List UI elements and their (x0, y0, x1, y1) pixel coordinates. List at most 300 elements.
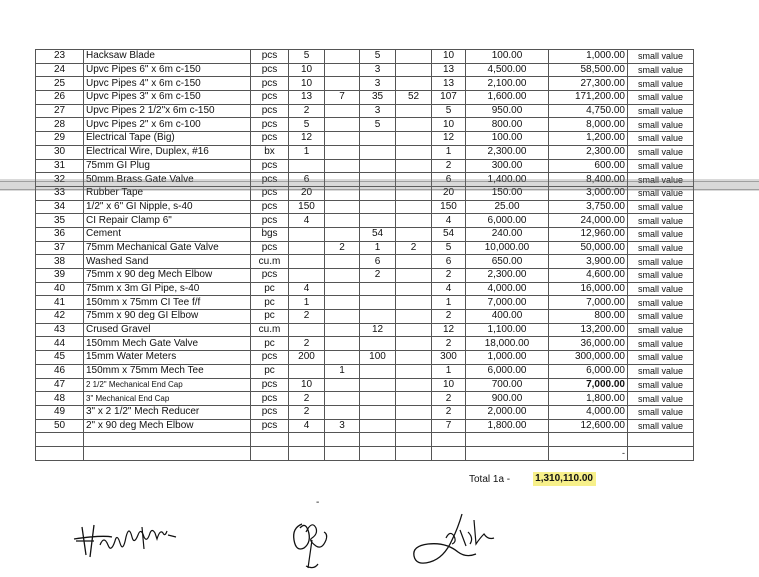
cell-remark: small value (628, 337, 694, 351)
cell-remark: small value (628, 91, 694, 105)
cell-unit: pcs (251, 50, 289, 64)
cell-unit-price: 2,300.00 (466, 269, 549, 283)
cell-qty-c (360, 392, 396, 406)
cell-amount: 7,000.00 (549, 296, 628, 310)
cell-unit-price: 6,000.00 (466, 214, 549, 228)
cell-qty-a: 200 (289, 351, 325, 365)
cell-total-qty: 20 (432, 186, 466, 200)
cell-qty-d (396, 227, 432, 241)
cell-qty-a: 2 (289, 337, 325, 351)
cell-qty-a: 1 (289, 145, 325, 159)
cell-remark: small value (628, 310, 694, 324)
cell-qty-a: 20 (289, 186, 325, 200)
cell-qty-c: 5 (360, 50, 396, 64)
cell-total-qty: 1 (432, 296, 466, 310)
cell-qty-b (325, 351, 360, 365)
cell-item-no: 34 (36, 200, 84, 214)
cell-remark: small value (628, 77, 694, 91)
cell-qty-b: 1 (325, 364, 360, 378)
cell-description (84, 433, 251, 447)
cell-remark: small value (628, 159, 694, 173)
cell-total-qty: 13 (432, 77, 466, 91)
cell-qty-c (360, 364, 396, 378)
cell-unit: pcs (251, 351, 289, 365)
scan-artifact-line (0, 181, 759, 182)
cell-unit-price: 240.00 (466, 227, 549, 241)
cell-remark: small value (628, 405, 694, 419)
cell-unit-price: 18,000.00 (466, 337, 549, 351)
cell-qty-b (325, 145, 360, 159)
cell-qty-d (396, 255, 432, 269)
cell-total-qty: 2 (432, 337, 466, 351)
cell-description: 1/2" x 6" GI Nipple, s-40 (84, 200, 251, 214)
cell-qty-a: 5 (289, 118, 325, 132)
cell-qty-a (289, 446, 325, 460)
cell-qty-d (396, 200, 432, 214)
cell-unit-price: 2,000.00 (466, 405, 549, 419)
bill-of-materials-table (35, 49, 694, 461)
table-row (36, 364, 694, 378)
cell-amount: 13,200.00 (549, 323, 628, 337)
cell-qty-a (289, 241, 325, 255)
cell-qty-a: 13 (289, 91, 325, 105)
cell-remark (628, 433, 694, 447)
cell-qty-c: 6 (360, 255, 396, 269)
cell-qty-b (325, 392, 360, 406)
cell-amount: 3,000.00 (549, 186, 628, 200)
cell-qty-d (396, 214, 432, 228)
cell-qty-b: 3 (325, 419, 360, 433)
cell-qty-c (360, 446, 396, 460)
cell-unit-price: 6,000.00 (466, 364, 549, 378)
cell-item-no: 32 (36, 173, 84, 187)
cell-qty-d (396, 173, 432, 187)
table-row (36, 77, 694, 91)
cell-item-no: 45 (36, 351, 84, 365)
cell-description: 15mm Water Meters (84, 351, 251, 365)
table-row (36, 282, 694, 296)
cell-total-qty (432, 433, 466, 447)
cell-unit: pcs (251, 378, 289, 392)
cell-unit-price: 4,000.00 (466, 282, 549, 296)
cell-description: Crused Gravel (84, 323, 251, 337)
cell-description: 75mm x 90 deg GI Elbow (84, 310, 251, 324)
cell-remark: small value (628, 419, 694, 433)
cell-item-no: 47 (36, 378, 84, 392)
cell-qty-a: 6 (289, 173, 325, 187)
cell-qty-d (396, 145, 432, 159)
cell-amount: 4,750.00 (549, 104, 628, 118)
cell-qty-a: 10 (289, 378, 325, 392)
cell-remark: small value (628, 50, 694, 64)
cell-qty-d (396, 77, 432, 91)
cell-qty-b (325, 104, 360, 118)
cell-qty-d (396, 323, 432, 337)
cell-amount: 800.00 (549, 310, 628, 324)
cell-unit: pc (251, 296, 289, 310)
cell-total-qty: 2 (432, 405, 466, 419)
cell-amount: 300,000.00 (549, 351, 628, 365)
table-row (36, 269, 694, 283)
cell-item-no (36, 433, 84, 447)
table-row (36, 173, 694, 187)
cell-qty-d (396, 104, 432, 118)
cell-remark: small value (628, 296, 694, 310)
cell-unit-price: 2,100.00 (466, 77, 549, 91)
cell-qty-b (325, 214, 360, 228)
cell-remark: small value (628, 351, 694, 365)
total-label: Total 1a - (469, 474, 511, 485)
cell-total-qty: 12 (432, 132, 466, 146)
cell-qty-b (325, 323, 360, 337)
cell-qty-d (396, 118, 432, 132)
cell-unit: pcs (251, 132, 289, 146)
cell-qty-c: 3 (360, 63, 396, 77)
cell-remark: small value (628, 118, 694, 132)
cell-unit-price: 800.00 (466, 118, 549, 132)
cell-total-qty: 150 (432, 200, 466, 214)
cell-qty-a: 4 (289, 214, 325, 228)
cell-qty-a: 4 (289, 419, 325, 433)
cell-remark: small value (628, 214, 694, 228)
cell-qty-b (325, 132, 360, 146)
cell-qty-c (360, 173, 396, 187)
table-row (36, 296, 694, 310)
cell-unit-price: 1,800.00 (466, 419, 549, 433)
cell-amount: 3,750.00 (549, 200, 628, 214)
table-row (36, 392, 694, 406)
cell-unit-price: 25.00 (466, 200, 549, 214)
cell-unit: pcs (251, 241, 289, 255)
table-row (36, 159, 694, 173)
cell-qty-b (325, 378, 360, 392)
cell-item-no: 49 (36, 405, 84, 419)
cell-qty-b (325, 310, 360, 324)
cell-unit-price (466, 433, 549, 447)
cell-unit-price: 900.00 (466, 392, 549, 406)
cell-description: 75mm GI Plug (84, 159, 251, 173)
cell-qty-a (289, 255, 325, 269)
cell-qty-d (396, 337, 432, 351)
cell-remark: small value (628, 269, 694, 283)
cell-description: Upvc Pipes 2 1/2"x 6m c-150 (84, 104, 251, 118)
cell-amount: 36,000.00 (549, 337, 628, 351)
cell-qty-b (325, 433, 360, 447)
cell-unit-price: 4,500.00 (466, 63, 549, 77)
cell-total-qty: 300 (432, 351, 466, 365)
cell-qty-d (396, 446, 432, 460)
cell-description: Cement (84, 227, 251, 241)
cell-unit (251, 446, 289, 460)
signature-3 (408, 508, 498, 573)
cell-amount: 7,000.00 (549, 378, 628, 392)
cell-qty-a: 5 (289, 50, 325, 64)
cell-item-no: 25 (36, 77, 84, 91)
cell-remark: small value (628, 173, 694, 187)
cell-unit-price: 1,600.00 (466, 91, 549, 105)
cell-qty-d (396, 269, 432, 283)
cell-unit: pcs (251, 419, 289, 433)
cell-qty-c (360, 282, 396, 296)
cell-unit-price: 1,400.00 (466, 173, 549, 187)
cell-remark: small value (628, 378, 694, 392)
table-row (36, 104, 694, 118)
cell-unit: pcs (251, 63, 289, 77)
cell-qty-c (360, 378, 396, 392)
cell-qty-b (325, 159, 360, 173)
cell-amount: 171,200.00 (549, 91, 628, 105)
cell-qty-a (289, 433, 325, 447)
cell-description: Upvc Pipes 6" x 6m c-150 (84, 63, 251, 77)
cell-amount (549, 433, 628, 447)
cell-amount: - (549, 446, 628, 460)
cell-description: 75mm x 3m GI Pipe, s-40 (84, 282, 251, 296)
cell-qty-c (360, 200, 396, 214)
cell-qty-c (360, 132, 396, 146)
signature-1 (72, 515, 182, 560)
cell-amount: 2,300.00 (549, 145, 628, 159)
cell-unit: pc (251, 310, 289, 324)
scan-artifact-line (0, 189, 759, 190)
cell-unit: pcs (251, 91, 289, 105)
table-row-blank (36, 446, 694, 460)
cell-qty-d (396, 296, 432, 310)
table-row (36, 323, 694, 337)
cell-item-no: 38 (36, 255, 84, 269)
cell-unit-price: 100.00 (466, 50, 549, 64)
table-row (36, 50, 694, 64)
cell-unit: pcs (251, 269, 289, 283)
table-row-blank (36, 433, 694, 447)
cell-qty-d (396, 310, 432, 324)
cell-remark (628, 446, 694, 460)
cell-item-no: 35 (36, 214, 84, 228)
cell-total-qty: 5 (432, 241, 466, 255)
cell-qty-c (360, 296, 396, 310)
cell-qty-c: 12 (360, 323, 396, 337)
cell-amount: 1,000.00 (549, 50, 628, 64)
cell-qty-d (396, 378, 432, 392)
table-row (36, 132, 694, 146)
cell-item-no: 40 (36, 282, 84, 296)
cell-qty-b (325, 50, 360, 64)
table-row (36, 310, 694, 324)
cell-total-qty: 6 (432, 173, 466, 187)
cell-unit-price: 950.00 (466, 104, 549, 118)
cell-qty-d: 2 (396, 241, 432, 255)
table-row (36, 378, 694, 392)
cell-total-qty: 7 (432, 419, 466, 433)
cell-unit: pc (251, 337, 289, 351)
cell-unit-price: 7,000.00 (466, 296, 549, 310)
cell-qty-c (360, 310, 396, 324)
cell-amount: 58,500.00 (549, 63, 628, 77)
cell-item-no: 39 (36, 269, 84, 283)
cell-total-qty: 2 (432, 269, 466, 283)
cell-qty-d (396, 419, 432, 433)
cell-unit-price: 300.00 (466, 159, 549, 173)
cell-qty-d (396, 159, 432, 173)
cell-item-no: 33 (36, 186, 84, 200)
cell-unit: pcs (251, 392, 289, 406)
cell-item-no: 24 (36, 63, 84, 77)
table-row (36, 351, 694, 365)
cell-description: CI Repair Clamp 6" (84, 214, 251, 228)
table-row (36, 214, 694, 228)
cell-unit-price: 150.00 (466, 186, 549, 200)
cell-unit-price: 650.00 (466, 255, 549, 269)
cell-unit-price: 400.00 (466, 310, 549, 324)
cell-unit: pcs (251, 77, 289, 91)
cell-description: 2" x 90 deg Mech Elbow (84, 419, 251, 433)
cell-qty-b (325, 255, 360, 269)
cell-qty-b (325, 77, 360, 91)
cell-amount: 3,900.00 (549, 255, 628, 269)
cell-item-no: 28 (36, 118, 84, 132)
cell-unit: pcs (251, 214, 289, 228)
cell-description: Washed Sand (84, 255, 251, 269)
cell-unit: pcs (251, 186, 289, 200)
table-row (36, 419, 694, 433)
cell-unit: pcs (251, 173, 289, 187)
cell-total-qty: 2 (432, 392, 466, 406)
cell-unit: pc (251, 282, 289, 296)
cell-qty-c (360, 405, 396, 419)
total-value: 1,310,110.00 (533, 472, 596, 486)
cell-amount: 12,960.00 (549, 227, 628, 241)
cell-item-no: 50 (36, 419, 84, 433)
cell-item-no: 31 (36, 159, 84, 173)
cell-qty-c (360, 337, 396, 351)
cell-unit (251, 433, 289, 447)
cell-qty-c (360, 214, 396, 228)
cell-description: Upvc Pipes 4" x 6m c-150 (84, 77, 251, 91)
cell-qty-d (396, 132, 432, 146)
cell-description: Rubber Tape (84, 186, 251, 200)
cell-amount: 8,000.00 (549, 118, 628, 132)
cell-qty-c (360, 433, 396, 447)
cell-description: Electrical Tape (Big) (84, 132, 251, 146)
cell-qty-b (325, 63, 360, 77)
cell-item-no: 41 (36, 296, 84, 310)
cell-qty-a: 10 (289, 77, 325, 91)
cell-description: 75mm Mechanical Gate Valve (84, 241, 251, 255)
cell-description: 3" x 2 1/2" Mech Reducer (84, 405, 251, 419)
cell-qty-c (360, 145, 396, 159)
cell-total-qty: 10 (432, 378, 466, 392)
cell-unit-price: 10,000.00 (466, 241, 549, 255)
cell-remark: small value (628, 241, 694, 255)
cell-unit-price: 2,300.00 (466, 145, 549, 159)
cell-description: Upvc Pipes 2" x 6m c-100 (84, 118, 251, 132)
cell-remark: small value (628, 145, 694, 159)
cell-unit: cu.m (251, 323, 289, 337)
table-row (36, 145, 694, 159)
cell-item-no (36, 446, 84, 460)
cell-qty-b (325, 282, 360, 296)
cell-qty-d (396, 282, 432, 296)
cell-total-qty: 5 (432, 104, 466, 118)
cell-remark: small value (628, 186, 694, 200)
cell-amount: 6,000.00 (549, 364, 628, 378)
cell-amount: 27,300.00 (549, 77, 628, 91)
signature-2 (282, 510, 337, 572)
cell-unit: bx (251, 145, 289, 159)
cell-total-qty: 1 (432, 145, 466, 159)
cell-remark: small value (628, 227, 694, 241)
cell-qty-b: 7 (325, 91, 360, 105)
cell-amount: 16,000.00 (549, 282, 628, 296)
cell-total-qty: 10 (432, 50, 466, 64)
cell-qty-a (289, 323, 325, 337)
cell-total-qty: 4 (432, 214, 466, 228)
cell-description: 150mm x 75mm CI Tee f/f (84, 296, 251, 310)
cell-qty-c: 2 (360, 269, 396, 283)
cell-qty-a (289, 227, 325, 241)
cell-unit-price: 700.00 (466, 378, 549, 392)
cell-qty-c: 100 (360, 351, 396, 365)
cell-unit-price: 100.00 (466, 132, 549, 146)
cell-amount: 24,000.00 (549, 214, 628, 228)
cell-qty-a: 2 (289, 405, 325, 419)
cell-qty-c: 5 (360, 118, 396, 132)
cell-qty-b (325, 446, 360, 460)
table-row (36, 405, 694, 419)
cell-remark: small value (628, 132, 694, 146)
cell-item-no: 44 (36, 337, 84, 351)
cell-qty-b (325, 296, 360, 310)
cell-item-no: 42 (36, 310, 84, 324)
cell-unit: pcs (251, 118, 289, 132)
cell-qty-a (289, 269, 325, 283)
cell-total-qty: 10 (432, 118, 466, 132)
cell-unit: pcs (251, 405, 289, 419)
cell-qty-a: 2 (289, 104, 325, 118)
cell-item-no: 29 (36, 132, 84, 146)
signature-dash: - (316, 497, 320, 508)
cell-unit-price (466, 446, 549, 460)
cell-qty-b (325, 337, 360, 351)
cell-total-qty: 13 (432, 63, 466, 77)
cell-qty-c (360, 419, 396, 433)
cell-total-qty: 2 (432, 310, 466, 324)
cell-item-no: 30 (36, 145, 84, 159)
cell-amount: 50,000.00 (549, 241, 628, 255)
cell-amount: 8,400.00 (549, 173, 628, 187)
table-row (36, 337, 694, 351)
cell-item-no: 46 (36, 364, 84, 378)
cell-description: Hacksaw Blade (84, 50, 251, 64)
cell-total-qty: 1 (432, 364, 466, 378)
cell-qty-d (396, 50, 432, 64)
cell-qty-a: 2 (289, 310, 325, 324)
cell-qty-c: 3 (360, 77, 396, 91)
cell-total-qty: 12 (432, 323, 466, 337)
cell-amount: 12,600.00 (549, 419, 628, 433)
cell-description: 150mm Mech Gate Valve (84, 337, 251, 351)
cell-remark: small value (628, 63, 694, 77)
cell-qty-b (325, 405, 360, 419)
cell-qty-a (289, 364, 325, 378)
cell-qty-a: 4 (289, 282, 325, 296)
cell-qty-d (396, 63, 432, 77)
table-row (36, 91, 694, 105)
cell-qty-d (396, 364, 432, 378)
cell-total-qty: 2 (432, 159, 466, 173)
table-body (36, 50, 694, 461)
table-row (36, 118, 694, 132)
cell-amount: 1,200.00 (549, 132, 628, 146)
